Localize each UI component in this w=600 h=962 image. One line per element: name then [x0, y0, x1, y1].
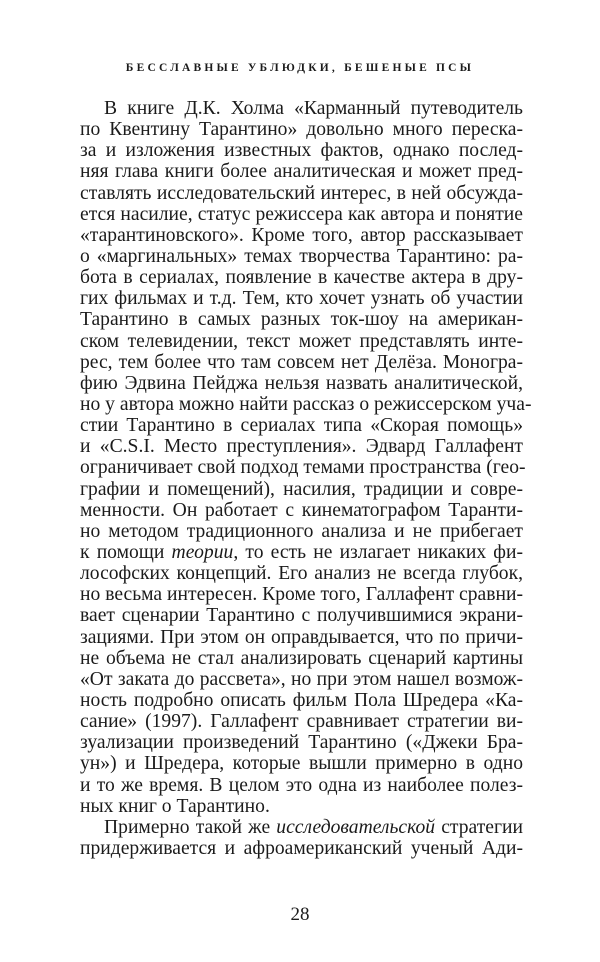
running-header: БЕССЛАВНЫЕ УБЛЮДКИ, БЕШЕНЫЕ ПСЫ: [125, 62, 475, 74]
text-line: Тарантино в самых разных ток-шоу на американ-: [80, 309, 523, 331]
body-text: [80, 98, 532, 859]
text-line: зуализации произведений Тарантино («Джеки Бра-: [80, 732, 523, 754]
text-line: но у автора можно найти рассказ о режиссерском уча-: [80, 393, 532, 415]
text-line: не объема не стал анализировать сценарий картины: [80, 647, 523, 669]
text-line: зациями. При этом он оправдывается, что по причи-: [80, 626, 523, 648]
text-line: гих фильмах и т.д. Тем, кто хочет узнать об участии: [80, 288, 523, 310]
text-line: и «C.S.I. Место преступления». Эдвард Галлафент: [80, 436, 523, 458]
text-line: ун») и Шредера, которые вышли примерно в одно: [80, 753, 523, 775]
text-line: бота в сериалах, появление в качестве актера в дру-: [80, 267, 523, 289]
text-line: [80, 817, 523, 838]
italic-term: исследовательской: [276, 816, 436, 838]
text-line: няя глава книги более аналитическая и может пред-: [80, 161, 523, 183]
italic-term: теории: [171, 541, 234, 563]
text-line: фию Эдвина Пейджа нельзя назвать аналитической,: [80, 372, 523, 394]
text-line: о «маргинальных» темах творчества Тарантино: ра-: [80, 245, 523, 267]
text-line: рес, тем более что там совсем нет Делёза. Моногра-: [80, 351, 523, 373]
text-line: «От заката до рассвета», но при этом нашел возмож-: [80, 668, 523, 690]
text-line: В книге Д.К. Холма «Карманный путеводитель: [104, 98, 523, 119]
text-line: ность подробно описать фильм Пола Шредера «Ка-: [80, 689, 523, 711]
text-line: и то же время. В целом это одна из наиболее полез-: [80, 774, 523, 796]
text-line: за и изложения известных фактов, однако послед-: [80, 140, 523, 162]
text-line: стии Тарантино в сериалах типа «Скорая помощь»: [80, 415, 523, 437]
text-segment: , то есть не излагает никаких фи-: [233, 541, 524, 563]
text-line: ском телевидении, текст может представлять инте-: [80, 330, 523, 352]
text-line: ограничивает свой подход темами пространства (гео-: [80, 457, 526, 479]
text-line: лософских концепций. Его анализ не всегда глубок,: [80, 563, 523, 585]
text-line: вает сценарии Тарантино с получившимися экрани-: [80, 605, 523, 627]
text-line: графии и помещений), насилия, традиции и совре-: [80, 478, 523, 500]
text-line: ется насилие, статус режиссера как автора и понятие: [80, 203, 523, 225]
text-line: менности. Он работает с кинематографом Таранти-: [80, 499, 523, 521]
text-line: [80, 542, 523, 563]
text-line: придерживается и афроамериканский ученый Ади-: [80, 837, 523, 859]
text-line: но методом традиционного анализа и не прибегает: [80, 520, 523, 542]
text-line: ставлять исследовательский интерес, в ней обсужда-: [80, 182, 523, 204]
text-segment: к помощи: [80, 541, 172, 563]
text-line: по Квентину Тарантино» довольно много переска-: [80, 119, 523, 141]
text-line: «тарантиновского». Кроме того, автор рассказывает: [80, 224, 523, 246]
text-line: ных книг о Тарантино.: [80, 795, 270, 817]
text-line: сание» (1997). Галлафент сравнивает стратегии ви-: [80, 711, 523, 733]
page-number: 28: [290, 904, 310, 925]
text-segment: стратегии: [435, 816, 523, 838]
text-line: но весьма интересен. Кроме того, Галлафент сравни-: [80, 584, 523, 606]
text-segment: Примерно такой же: [104, 816, 277, 838]
